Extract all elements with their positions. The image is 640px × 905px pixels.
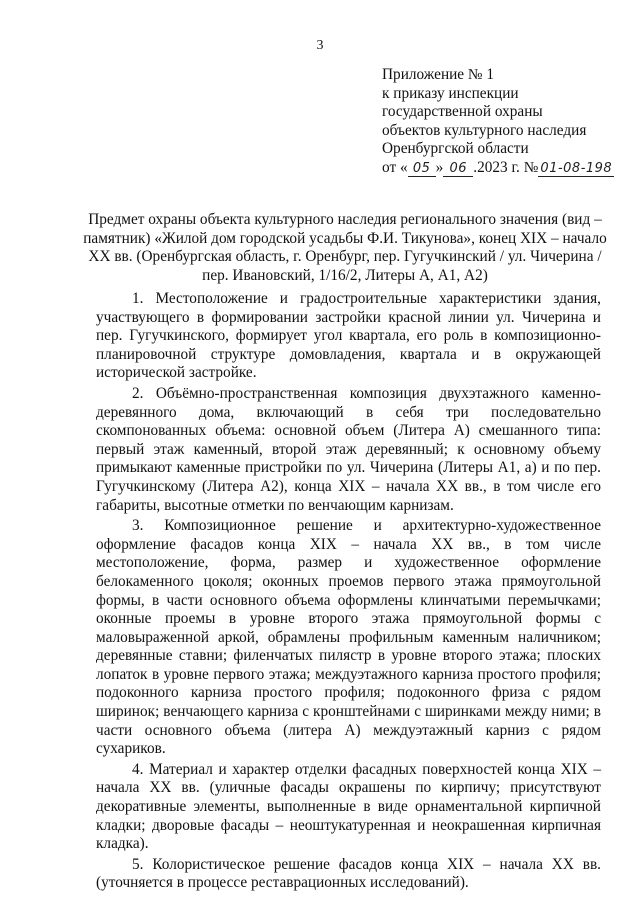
protection-subject-list <box>96 290 601 893</box>
order-date-line <box>382 159 632 178</box>
handwritten-day: 05 <box>408 162 436 177</box>
page-number: 3 <box>316 38 324 53</box>
appendix-line: к приказу инспекции <box>382 84 519 102</box>
list-item: 5. Колористическое решение фасадов конца XIX – начала XX вв. (уточняется в процессе реставрационных исследований). <box>96 855 601 892</box>
list-item: 1. Местоположение и градостроительные характеристики здания, участвующего в формировании застройки красной линии ул. Чичерина и пер. Гугучкинского, формирует угол квартала, его роль в композиционно-планировочной структуре домовладения, квартала и в окружающей исторической застройке. <box>96 290 601 382</box>
appendix-line: государственной охраны <box>382 103 543 121</box>
year-text: .2023 г. № <box>473 158 539 176</box>
appendix-block <box>382 66 632 178</box>
date-prefix: от « <box>382 158 408 176</box>
list-item: 4. Материал и характер отделки фасадных поверхностей конца XIX – начала XX вв. (уличные фасады окрашены по кирпичу; присутствуют декоративные элементы, выполненные в виде орнаментальной кирпичной кладки; дворовые фасады – неоштукатуренная и неокрашенная кирпичная кладка). <box>96 760 601 853</box>
list-item: 2. Объёмно-пространственная композиция двухэтажного каменно-деревянного дома, включающий в себя три последовательно скомпонованных объема: основной объем (Литера А) смешанного типа: первый этаж каменный, второй этаж деревянный; к основному объему примыкают каменные пристройки по ул. Чичерина (Литеры А1, а) и по пер. Гугучкинскому (Литера А2), конца XIX – начала XX вв., в том числе его габариты, высотные отметки по венчающим карнизам. <box>96 384 601 514</box>
appendix-line: Оренбургской области <box>382 140 529 158</box>
appendix-line: Приложение № 1 <box>382 66 494 83</box>
handwritten-order-number: 01-08-198 <box>538 162 614 177</box>
appendix-line: объектов культурного наследия <box>382 121 587 139</box>
list-item: 3. Композиционное решение и архитектурно-художественное оформление фасадов конца XIX – начала XX вв., в том числе местоположение, форма, размер и художественное оформление белокаменного цоколя; оконных проемов первого этажа прямоугольной формы, в части основного объема оформлены клинчатыми перемычками; оконные проемы в уровне второго этажа прямоугольной формы с маловыраженной аркой, обрамлены профильным каменным наличником; деревянные ставни; филенчатых пилястр в уровне второго этажа; плоских лопаток в уровне первого этажа; междуэтажного карниза простого профиля; подоконного карниза простого профиля; подоконного фриза с рядом ширинок; венчающего карниза с кронштейнами с ширинками между ними; в части основного объема (литера А) междуэтажный карниз с рядом сухариков. <box>96 517 601 758</box>
handwritten-month: 06 <box>443 162 473 177</box>
date-separator: » <box>435 158 444 176</box>
document-title: Предмет охраны объекта культурного наследия регионального значения (вид – памятник) «Жилой дом городской усадьбы Ф.И. Тикунова», конец XIX – начало XX вв. (Оренбургская область, г. Оренбург, пер. Гугучкинский / ул. Чичерина / пер. Ивановский, 1/16/2, Литеры А, А1, А2) <box>83 211 607 284</box>
